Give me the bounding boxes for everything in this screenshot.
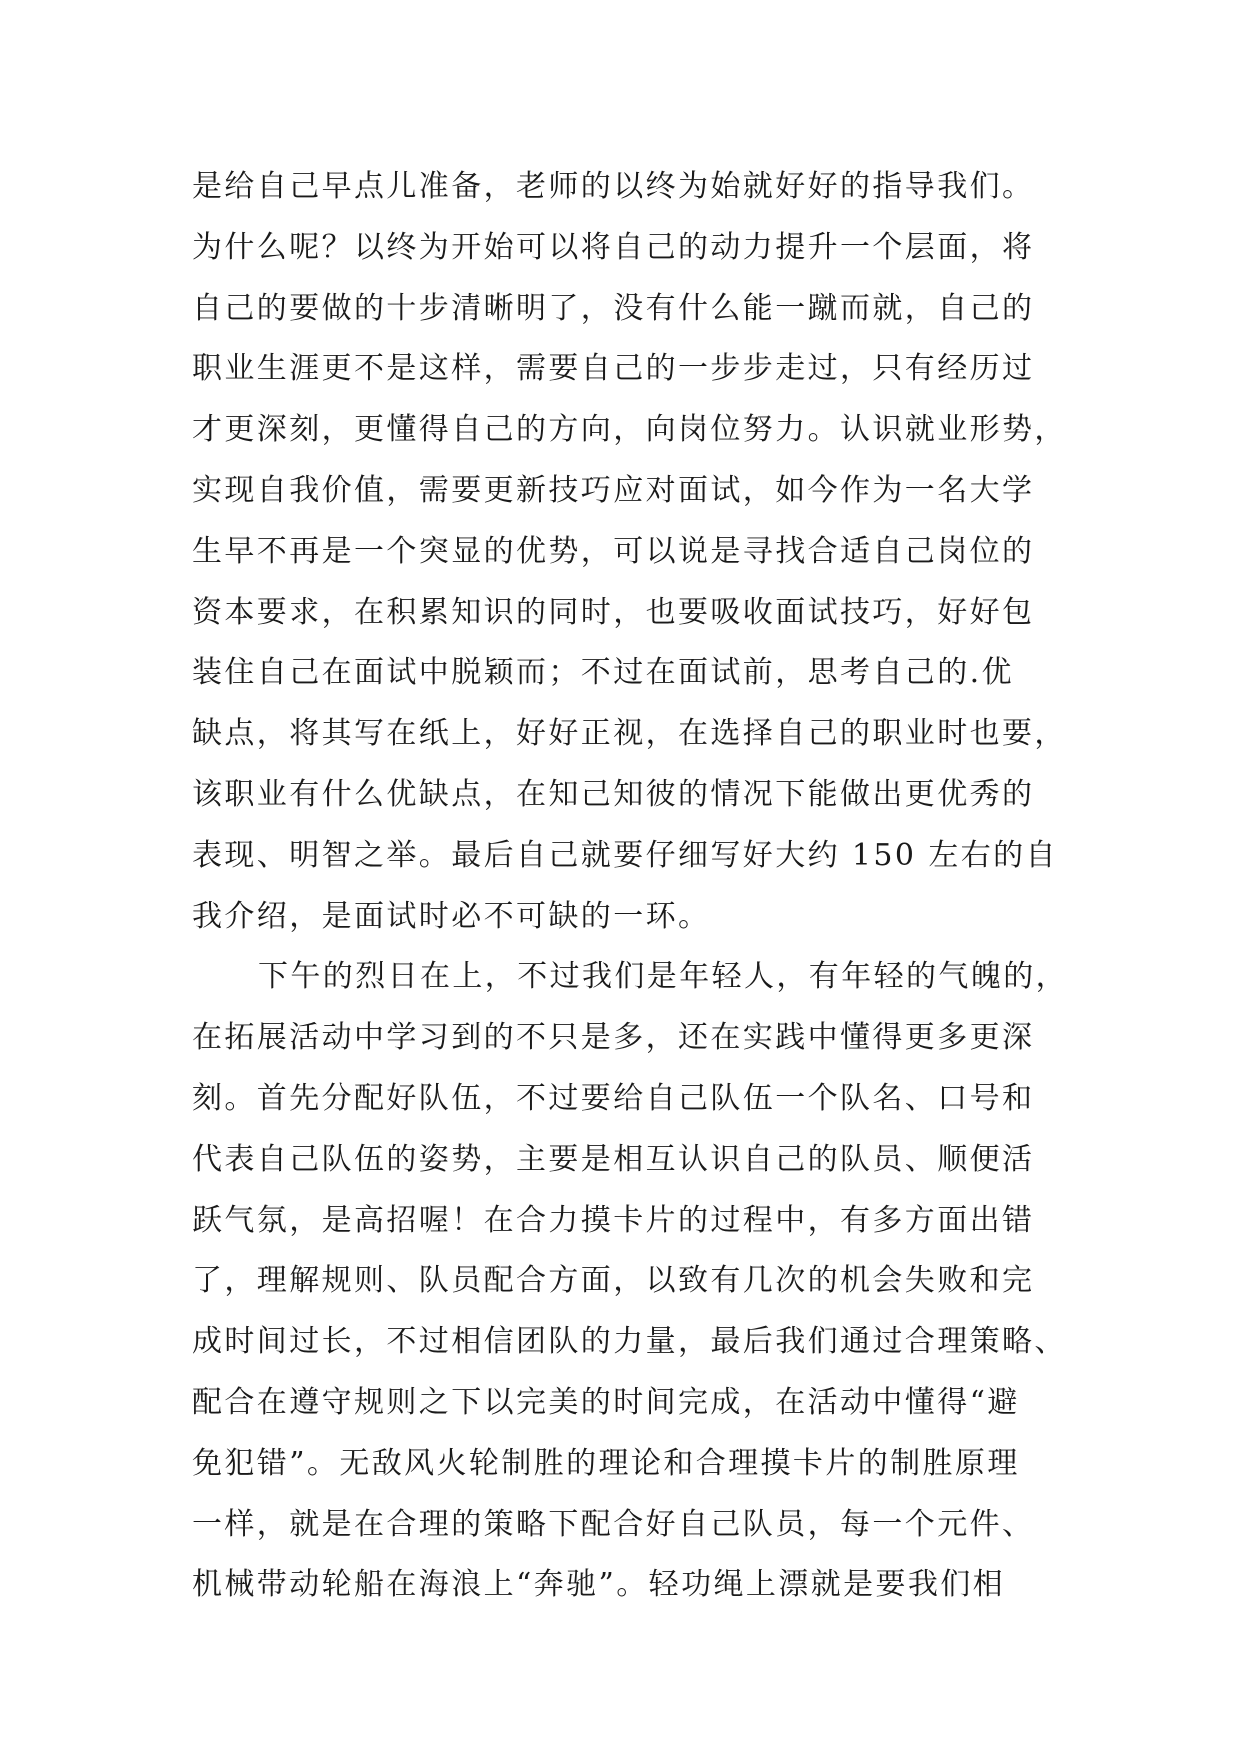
text-line: 实现自我价值，需要更新技巧应对面试，如今作为一名大学	[192, 472, 1035, 508]
text-line: 缺点，将其写在纸上，好好正视，在选择自己的职业时也要，	[192, 716, 1067, 752]
text-line: 资本要求，在积累知识的同时，也要吸收面试技巧，好好包	[192, 594, 1035, 630]
text-line: 才更深刻，更懂得自己的方向，向岗位努力。认识就业形势，	[192, 412, 1067, 448]
text-line: 刻。首先分配好队伍，不过要给自己队伍一个队名、口号和	[192, 1080, 1035, 1116]
text-line: 自己的要做的十步清晰明了，没有什么能一蹴而就，自己的	[192, 290, 1035, 326]
text-line: 是给自己早点儿准备，老师的以终为始就好好的指导我们。	[192, 169, 1035, 204]
text-line: 在拓展活动中学习到的不只是多，还在实践中懂得更多更深	[192, 1020, 1035, 1056]
text-line: 职业生涯更不是这样，需要自己的一步步走过，只有经历过	[192, 351, 1035, 387]
text-line: 成时间过长，不过相信团队的力量，最后我们通过合理策略、	[192, 1324, 1067, 1360]
text-line: 了，理解规则、队员配合方面，以致有几次的机会失败和完	[192, 1263, 1035, 1299]
paragraph-start-line: 下午的烈日在上，不过我们是年轻人，有年轻的气魄的，	[258, 959, 1068, 995]
text-line: 该职业有什么优缺点，在知己知彼的情况下能做出更优秀的	[192, 776, 1035, 812]
text-line: 一样，就是在合理的策略下配合好自己队员，每一个元件、	[192, 1506, 1035, 1542]
text-line: 生早不再是一个突显的优势，可以说是寻找合适自己岗位的	[192, 533, 1035, 569]
text-line: 表现、明智之举。最后自己就要仔细写好大约 150 左右的自	[192, 837, 1058, 873]
text-line: 我介绍，是面试时必不可缺的一环。	[192, 898, 711, 934]
text-line: 配合在遵守规则之下以完美的时间完成，在活动中懂得“避	[192, 1384, 1020, 1420]
text-line: 跃气氛，是高招喔！在合力摸卡片的过程中，有多方面出错	[192, 1202, 1035, 1238]
text-line: 装住自己在面试中脱颖而；不过在面试前，思考自己的.优	[192, 655, 1014, 691]
text-line: 代表自己队伍的姿势，主要是相互认识自己的队员、顺便活	[192, 1141, 1035, 1177]
text-line: 机械带动轮船在海浪上“奔驰”。轻功绳上漂就是要我们相	[192, 1567, 1006, 1603]
text-line: 为什么呢？以终为开始可以将自己的动力提升一个层面，将	[192, 229, 1035, 265]
body-text	[192, 157, 1068, 1616]
text-line: 免犯错”。无敌风火轮制胜的理论和合理摸卡片的制胜原理	[192, 1445, 1020, 1481]
